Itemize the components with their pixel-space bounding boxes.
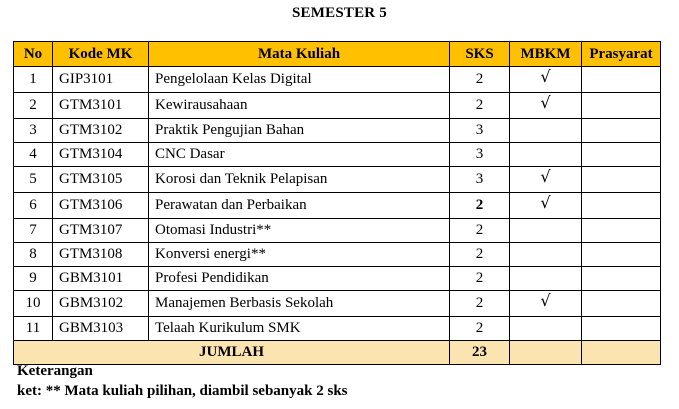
cell-mbkm: [510, 67, 582, 93]
cell-kode-mk: GTM3102: [53, 119, 149, 143]
cell-sks: 3: [450, 143, 510, 167]
cell-mata-kuliah: Korosi dan Teknik Pelapisan: [149, 167, 450, 193]
cell-prasyarat: [582, 267, 661, 291]
table-row: [14, 167, 661, 193]
cell-kode-mk: GTM3108: [53, 243, 149, 267]
cell-sks: 2: [450, 193, 510, 219]
cell-mata-kuliah: Otomasi Industri**: [149, 219, 450, 243]
header-mata-kuliah: Mata Kuliah: [149, 42, 450, 67]
cell-mbkm: [510, 193, 582, 219]
cell-prasyarat: [582, 291, 661, 317]
cell-mbkm: [510, 291, 582, 317]
cell-prasyarat: [582, 193, 661, 219]
table-row: [14, 93, 661, 119]
cell-mata-kuliah: Konversi energi**: [149, 243, 450, 267]
table-header-row: [14, 42, 661, 67]
cell-mata-kuliah: Praktik Pengujian Bahan: [149, 119, 450, 143]
table-row: [14, 193, 661, 219]
cell-sks: 3: [450, 119, 510, 143]
cell-no: 8: [14, 243, 53, 267]
header-mbkm: MBKM: [510, 42, 582, 67]
table-row: [14, 291, 661, 317]
course-table: [13, 41, 661, 365]
cell-no: 11: [14, 317, 53, 341]
cell-kode-mk: GBM3102: [53, 291, 149, 317]
cell-no: 3: [14, 119, 53, 143]
cell-sks: 2: [450, 291, 510, 317]
cell-prasyarat: [582, 219, 661, 243]
table-row: [14, 317, 661, 341]
cell-prasyarat: [582, 243, 661, 267]
table-row: [14, 219, 661, 243]
cell-sks: 2: [450, 219, 510, 243]
check-mark-icon: √: [540, 67, 551, 86]
cell-prasyarat: [582, 143, 661, 167]
cell-kode-mk: GTM3105: [53, 167, 149, 193]
cell-mata-kuliah: CNC Dasar: [149, 143, 450, 167]
cell-sks: 2: [450, 67, 510, 93]
cell-mbkm: [510, 267, 582, 291]
cell-prasyarat: [582, 119, 661, 143]
cell-sks: 2: [450, 317, 510, 341]
cell-no: 5: [14, 167, 53, 193]
cell-sks: 2: [450, 93, 510, 119]
cell-sks: 3: [450, 167, 510, 193]
cell-no: 4: [14, 143, 53, 167]
cell-mata-kuliah: Profesi Pendidikan: [149, 267, 450, 291]
check-mark-icon: √: [540, 193, 551, 212]
header-kode-mk: Kode MK: [53, 42, 149, 67]
cell-prasyarat: [582, 317, 661, 341]
cell-kode-mk: GTM3107: [53, 219, 149, 243]
table-row: [14, 143, 661, 167]
cell-no: 2: [14, 93, 53, 119]
cell-no: 10: [14, 291, 53, 317]
cell-prasyarat: [582, 167, 661, 193]
cell-mata-kuliah: Pengelolaan Kelas Digital: [149, 67, 450, 93]
cell-mata-kuliah: Telaah Kurikulum SMK: [149, 317, 450, 341]
notes-heading: Keterangan: [17, 363, 93, 379]
cell-mata-kuliah: Manajemen Berbasis Sekolah: [149, 291, 450, 317]
check-mark-icon: √: [540, 291, 551, 310]
cell-mbkm: [510, 317, 582, 341]
cell-sks: 2: [450, 243, 510, 267]
header-prasyarat: Prasyarat: [582, 42, 661, 67]
cell-mbkm: [510, 143, 582, 167]
total-mbkm: [510, 341, 582, 365]
cell-prasyarat: [582, 93, 661, 119]
total-sks: 23: [450, 341, 510, 365]
notes-text: ket: ** Mata kuliah pilihan, diambil sebanyak 2 sks: [17, 383, 348, 399]
cell-sks: 2: [450, 267, 510, 291]
table-row: [14, 267, 661, 291]
cell-kode-mk: GTM3101: [53, 93, 149, 119]
cell-mata-kuliah: Perawatan dan Perbaikan: [149, 193, 450, 219]
check-mark-icon: √: [540, 93, 551, 112]
total-prasyarat: [582, 341, 661, 365]
table-row: [14, 119, 661, 143]
cell-no: 1: [14, 67, 53, 93]
table-row: [14, 67, 661, 93]
cell-mbkm: [510, 243, 582, 267]
page-title: SEMESTER 5: [292, 5, 387, 21]
cell-kode-mk: GBM3103: [53, 317, 149, 341]
check-mark-icon: √: [540, 167, 551, 186]
cell-mbkm: [510, 219, 582, 243]
table-row: [14, 243, 661, 267]
cell-kode-mk: GTM3104: [53, 143, 149, 167]
cell-kode-mk: GTM3106: [53, 193, 149, 219]
header-no: No: [14, 42, 53, 67]
cell-kode-mk: GIP3101: [53, 67, 149, 93]
cell-prasyarat: [582, 67, 661, 93]
cell-mbkm: [510, 167, 582, 193]
cell-mbkm: [510, 93, 582, 119]
cell-kode-mk: GBM3101: [53, 267, 149, 291]
header-sks: SKS: [450, 42, 510, 67]
cell-no: 9: [14, 267, 53, 291]
cell-no: 6: [14, 193, 53, 219]
total-label: JUMLAH: [14, 341, 450, 365]
cell-mbkm: [510, 119, 582, 143]
cell-no: 7: [14, 219, 53, 243]
cell-mata-kuliah: Kewirausahaan: [149, 93, 450, 119]
notes-section: [17, 361, 348, 401]
